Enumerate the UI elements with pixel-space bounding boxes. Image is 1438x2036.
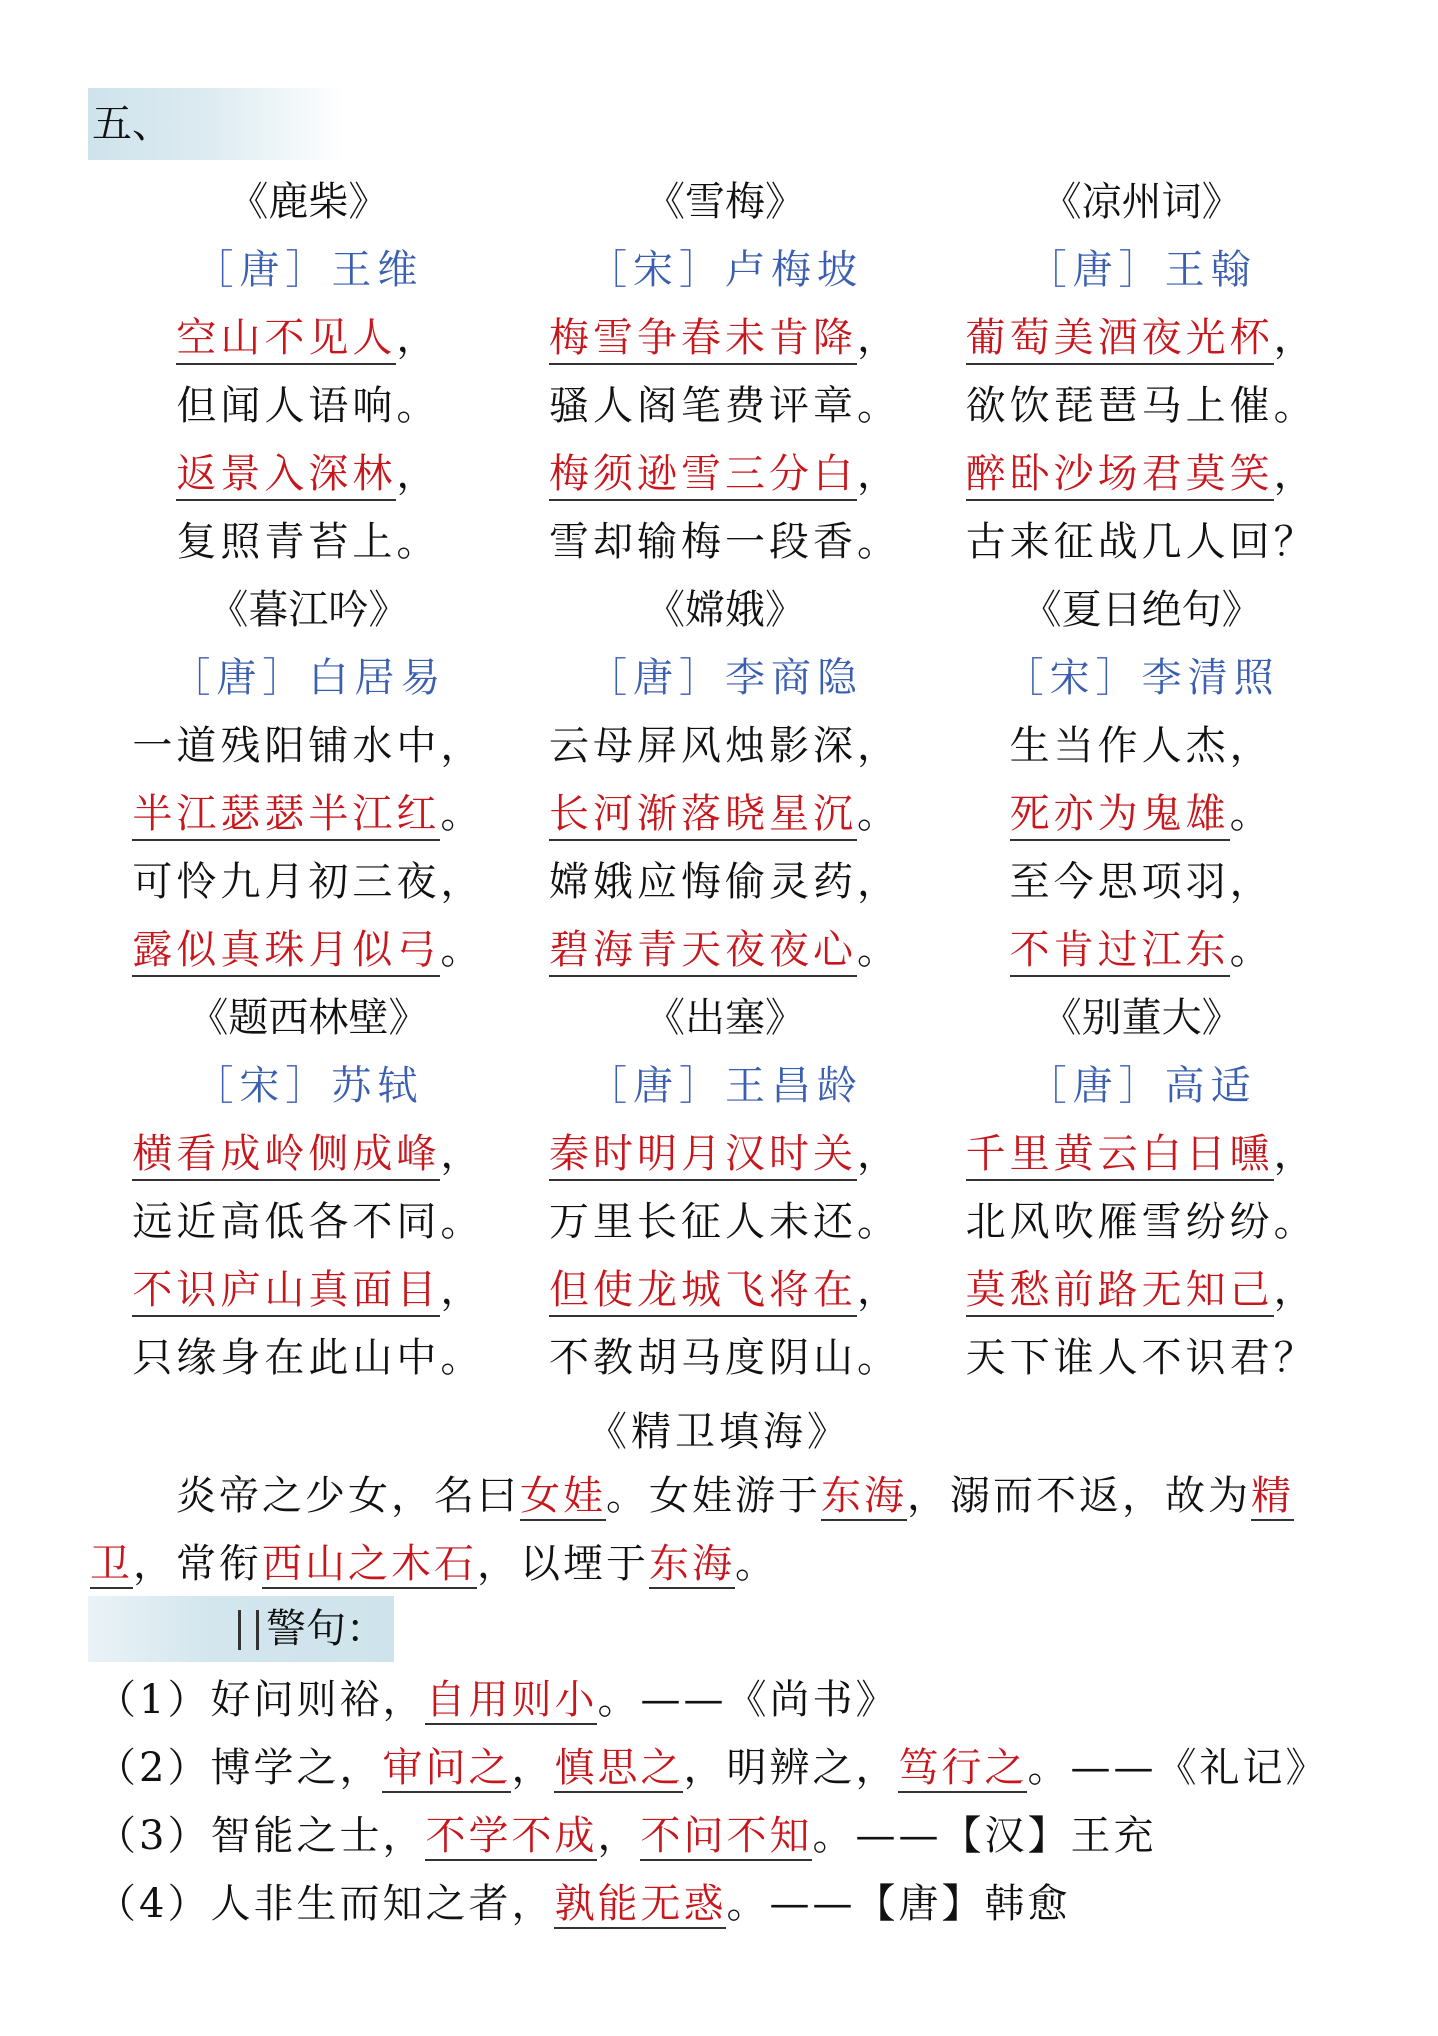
story-highlight: 东海 [821, 1473, 907, 1519]
poem-line-punct: ， [396, 451, 441, 497]
poem-line-punct: ， [856, 315, 901, 361]
story-text: 。 [735, 1541, 778, 1587]
poem-title: 《暮江吟》 [208, 587, 409, 633]
poem-line-text: 北风吹雁雪纷纷 [965, 1199, 1274, 1245]
poem-line-text: 可怜九月初三夜 [132, 859, 441, 905]
poem-line [933, 848, 1350, 916]
poem-line-punct: 。 [856, 927, 901, 973]
poem-line-punct: 。 [440, 1335, 485, 1381]
poem-line-text: 远近高低各不同 [132, 1199, 441, 1245]
quote-text: （1）好问则裕， [96, 1677, 426, 1723]
poem-line-punct: 。 [396, 383, 441, 429]
poem-card [933, 576, 1350, 984]
poem-line-punct: ？ [1273, 519, 1318, 565]
quotes-heading-label: 警句： [266, 1606, 386, 1652]
poem-title: 《凉州词》 [1041, 179, 1242, 225]
poem-line-highlight: 梅雪争春未肯降 [549, 315, 857, 365]
poem-line-text: 至今思项羽 [1009, 859, 1230, 905]
poem-author: ［宋］苏轼 [193, 1063, 424, 1109]
poem-line-highlight: 返景入深林 [176, 451, 396, 501]
poem-line [100, 780, 517, 848]
quote-item [96, 1666, 1356, 1734]
quote-text: ， [511, 1745, 555, 1791]
poem-title: 《嫦娥》 [644, 587, 805, 633]
poem-line-highlight: 不识庐山真面目 [132, 1267, 440, 1317]
story-title: 《精卫填海》 [587, 1409, 851, 1455]
poem-card [100, 168, 517, 576]
quote-text: （3）智能之士， [96, 1813, 426, 1859]
poem-line-text: 骚人阁笔费评章 [548, 383, 857, 429]
poem-card [100, 984, 517, 1392]
poem-line [517, 372, 934, 440]
poem-line-punct: 。 [1273, 1199, 1318, 1245]
quotes-list [96, 1666, 1356, 1938]
poem-line-punct: 。 [440, 1199, 485, 1245]
poem-title: 《鹿柴》 [228, 179, 389, 225]
poem-line-text: 复照青苔上 [176, 519, 397, 565]
poem-line [100, 440, 517, 508]
quote-item [96, 1870, 1356, 1938]
poem-line-punct: ， [856, 723, 901, 769]
poem-line-text: 雪却输梅一段香 [548, 519, 857, 565]
poem-line [933, 372, 1350, 440]
story-highlight: 西山之木石 [262, 1541, 477, 1587]
poem-card [517, 984, 934, 1392]
poem-author: ［唐］王翰 [1026, 247, 1257, 293]
poem-line-highlight: 碧海青天夜夜心 [549, 927, 857, 977]
story-highlight: 东海 [649, 1541, 735, 1587]
poem-line-text: 古来征战几人回 [965, 519, 1274, 565]
quote-highlight: 笃行之 [898, 1745, 1028, 1791]
poem-title: 《出塞》 [644, 995, 805, 1041]
quote-highlight: 慎思之 [554, 1745, 684, 1791]
poem-line-text: 生当作人杰 [1009, 723, 1230, 769]
poem-line [100, 1256, 517, 1324]
poem-line-punct: ， [856, 859, 901, 905]
story-text: ，常衔 [133, 1541, 262, 1587]
poem-line-highlight: 秦时明月汉时关 [549, 1131, 857, 1181]
story-text: ，以堙于 [477, 1541, 649, 1587]
poem-line [933, 712, 1350, 780]
poem-line [100, 848, 517, 916]
poem-line-punct: ， [1273, 451, 1318, 497]
poem-line-punct: 。 [440, 791, 485, 837]
poem-line [933, 508, 1350, 576]
poem-card [100, 576, 517, 984]
poem-author: ［唐］王维 [193, 247, 424, 293]
poem-line-punct: ， [440, 1267, 485, 1313]
poem-line [933, 304, 1350, 372]
poem-line-text: 万里长征人未还 [548, 1199, 857, 1245]
poem-card [517, 168, 934, 576]
poem-line-text: 欲饮琵琶马上催 [965, 383, 1274, 429]
poem-line [100, 508, 517, 576]
poem-line [517, 508, 934, 576]
poem-line-punct: ， [1229, 723, 1274, 769]
poem-line [517, 1188, 934, 1256]
story-paragraph [90, 1462, 1360, 1598]
quote-item [96, 1802, 1356, 1870]
quote-highlight: 不问不知 [640, 1813, 813, 1859]
poem-line [517, 916, 934, 984]
poem-line [933, 440, 1350, 508]
poem-author: ［唐］李商隐 [586, 655, 863, 701]
quote-text: （4）人非生而知之者， [96, 1881, 555, 1927]
poem-line-highlight: 长河渐落晓星沉 [549, 791, 857, 841]
poem-line-text: 只缘身在此山中 [132, 1335, 441, 1381]
poem-line [933, 1120, 1350, 1188]
poem-line-highlight: 露似真珠月似弓 [132, 927, 440, 977]
quote-text: 。——《尚书》 [597, 1677, 899, 1723]
story-text: ，溺而不返，故为 [907, 1473, 1251, 1519]
poem-line-punct: ， [440, 723, 485, 769]
poem-line-punct: ， [856, 1131, 901, 1177]
poem-line-highlight: 莫愁前路无知己 [966, 1267, 1274, 1317]
poem-line [100, 916, 517, 984]
section-heading: 五、 [88, 88, 348, 160]
poem-line [933, 1324, 1350, 1392]
poem-line [933, 916, 1350, 984]
poem-line-highlight: 梅须逊雪三分白 [549, 451, 857, 501]
poem-line-punct: ， [440, 1131, 485, 1177]
story-text: 炎帝之少女，名曰 [176, 1473, 520, 1519]
poem-line-punct: ， [1273, 315, 1318, 361]
poem-line [100, 372, 517, 440]
poem-line-punct: ， [1273, 1267, 1318, 1313]
poem-line-punct: 。 [856, 383, 901, 429]
poem-author: ［宋］李清照 [1003, 655, 1280, 701]
poem-card [933, 168, 1350, 576]
poem-line [517, 780, 934, 848]
quotes-heading [88, 1596, 394, 1662]
poem-line-text: 天下谁人不识君 [965, 1335, 1274, 1381]
poem-line-punct: ， [440, 859, 485, 905]
tag-divider [238, 1610, 241, 1650]
poem-card [933, 984, 1350, 1392]
poem-line-highlight: 不肯过江东 [1010, 927, 1230, 977]
poem-line [517, 712, 934, 780]
poem-line-punct: 。 [1229, 791, 1274, 837]
poem-line-punct: 。 [856, 1199, 901, 1245]
poem-line-highlight: 醉卧沙场君莫笑 [966, 451, 1274, 501]
poem-line-highlight: 空山不见人 [176, 315, 396, 365]
quote-highlight: 不学不成 [425, 1813, 598, 1859]
story-highlight: 女娃 [520, 1473, 606, 1519]
poem-line-punct: 。 [856, 791, 901, 837]
poem-line-punct: 。 [396, 519, 441, 565]
poem-grid [100, 168, 1350, 1392]
poem-line-punct: 。 [856, 1335, 901, 1381]
poem-line-punct: ， [1273, 1131, 1318, 1177]
quote-text: 。——【唐】韩愈 [726, 1881, 1071, 1927]
poem-line-text: 但闻人语响 [176, 383, 397, 429]
poem-author: ［宋］卢梅坡 [586, 247, 863, 293]
poem-line [933, 1188, 1350, 1256]
poem-line [100, 1324, 517, 1392]
poem-card [517, 576, 934, 984]
poem-line-punct: ， [396, 315, 441, 361]
poem-line-highlight: 葡萄美酒夜光杯 [966, 315, 1274, 365]
poem-line [933, 780, 1350, 848]
poem-line [933, 1256, 1350, 1324]
poem-line [517, 1120, 934, 1188]
poem-line [517, 848, 934, 916]
poem-line-highlight: 死亦为鬼雄 [1010, 791, 1230, 841]
poem-line-text: 嫦娥应悔偷灵药 [548, 859, 857, 905]
story-text: 。女娃游于 [606, 1473, 821, 1519]
quote-item [96, 1734, 1356, 1802]
poem-line-highlight: 千里黄云白日曛 [966, 1131, 1274, 1181]
poem-line-punct: 。 [1273, 383, 1318, 429]
quote-highlight: 审问之 [382, 1745, 512, 1791]
poem-line [100, 304, 517, 372]
poem-author: ［唐］白居易 [170, 655, 447, 701]
poem-line [517, 1256, 934, 1324]
poem-line-highlight: 但使龙城飞将在 [549, 1267, 857, 1317]
poem-line-punct: ， [856, 451, 901, 497]
poem-line-punct: 。 [1229, 927, 1274, 973]
poem-line-text: 不教胡马度阴山 [548, 1335, 857, 1381]
poem-line-punct: 。 [440, 927, 485, 973]
quote-text: ，明辨之， [683, 1745, 899, 1791]
poem-title: 《雪梅》 [644, 179, 805, 225]
poem-line-text: 云母屏风烛影深 [548, 723, 857, 769]
poem-line-highlight: 横看成岭侧成峰 [132, 1131, 440, 1181]
quote-highlight: 孰能无惑 [554, 1881, 727, 1927]
poem-author: ［唐］王昌龄 [586, 1063, 863, 1109]
poem-author: ［唐］高适 [1026, 1063, 1257, 1109]
quote-text: （2）博学之， [96, 1745, 383, 1791]
poem-title: 《夏日绝句》 [1021, 587, 1262, 633]
story-highlight: 精卫 [90, 1473, 1294, 1587]
poem-line-punct: 。 [856, 519, 901, 565]
poem-line [517, 1324, 934, 1392]
poem-line [100, 1188, 517, 1256]
quote-text: 。——《礼记》 [1027, 1745, 1329, 1791]
poem-line [517, 440, 934, 508]
poem-line-punct: ， [856, 1267, 901, 1313]
poem-line-punct: ？ [1273, 1335, 1318, 1381]
quote-highlight: 自用则小 [425, 1677, 598, 1723]
poem-line-punct: ， [1229, 859, 1274, 905]
quote-text: 。——【汉】王充 [812, 1813, 1157, 1859]
poem-line [100, 712, 517, 780]
poem-title: 《别董大》 [1041, 995, 1242, 1041]
poem-line-highlight: 半江瑟瑟半江红 [132, 791, 440, 841]
quote-text: ， [597, 1813, 641, 1859]
tag-divider [256, 1610, 259, 1650]
poem-line-text: 一道残阳铺水中 [132, 723, 441, 769]
poem-title: 《题西林壁》 [188, 995, 429, 1041]
poem-line [517, 304, 934, 372]
poem-line [100, 1120, 517, 1188]
